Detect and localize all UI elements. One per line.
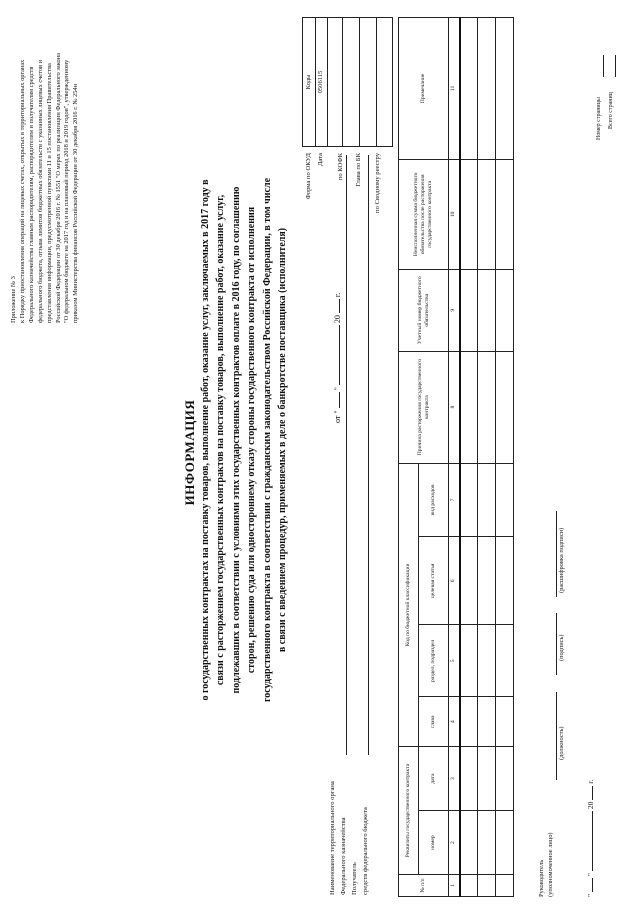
- col-requisites-header: Реквизиты государственного контракта: [399, 747, 419, 875]
- col-number-header: номер: [419, 811, 449, 875]
- kofk-code-cell: [343, 18, 360, 146]
- label-treasury: Федерального казначейства: [340, 817, 348, 895]
- subtitle-line: связи с расторжением государственных контрактов на поставку товаров, выполнение работ, оказание услуг,: [215, 194, 227, 686]
- footer-month-blank: [592, 811, 593, 871]
- annex-line: приказом Министерства финансов Российской Федерации от 30 декабря 2016 г. № 254н: [72, 83, 80, 323]
- signer-title: Руководитель: [538, 859, 545, 897]
- codes-box: [302, 17, 393, 147]
- label-budget-funds: средств федерального бюджета: [362, 807, 370, 895]
- subtitle-line: подлежавших в соответствии с условиями этих государственных контрактов оплате в 2016 году, по соглашению: [230, 186, 242, 694]
- year-blank: [339, 299, 340, 313]
- col-reason-header: Причина расторжения государственного контракта: [399, 351, 449, 463]
- colnum: 3: [449, 747, 460, 811]
- position-line: [556, 692, 557, 780]
- table-row: [460, 18, 478, 897]
- document-subtitle: [198, 45, 290, 835]
- reestr-code-cell: [377, 18, 391, 146]
- colnum: 10: [449, 159, 460, 269]
- contracts-table: [398, 17, 514, 897]
- label-glava-bk: Глава по БК: [355, 153, 362, 187]
- colnum: 8: [449, 351, 460, 463]
- col-razdel-header: раздел, подраздел: [419, 625, 449, 697]
- table-header-row: [399, 18, 419, 897]
- footer-date-g: г.: [586, 779, 595, 784]
- annex-line: Федерального казначейства главным распорядителям, распорядителям и получателям средств: [27, 66, 35, 323]
- day-blank: [339, 392, 340, 408]
- col-vid-header: вид расходов: [419, 463, 449, 537]
- col-date-header: дата: [419, 747, 449, 811]
- footer-day-blank: [592, 878, 593, 892]
- subtitle-line: о государственных контрактах на поставку товаров, выполнение работ, оказание услуг, заключаемых в 2017 году в: [200, 179, 211, 701]
- date-quote: ": [333, 387, 342, 391]
- treasury-name-line: [346, 155, 347, 755]
- annex-line: "О федеральном бюджете на 2017 год и на плановый период 2018 и 2019 годов", утвержденному: [63, 59, 71, 323]
- document-date-line: [333, 293, 342, 423]
- label-territorial-organ: Наименование территориального органа: [329, 781, 336, 895]
- colnum: 11: [449, 18, 460, 160]
- name-line: [556, 511, 557, 597]
- signature-caption: (подпись): [558, 634, 565, 661]
- footer-date-close: ": [586, 872, 595, 877]
- annex-line: Приложение № 3: [10, 276, 17, 323]
- annex-line: представления информации, предусмотренной пунктами 11 и 15 постановления Правительства: [45, 63, 53, 323]
- colnum: 7: [449, 463, 460, 537]
- label-date: Дата: [317, 153, 324, 167]
- label-svodny-reestr: по Сводному реестру: [374, 153, 381, 213]
- page-number-label: Номер страницы: [596, 97, 602, 140]
- footer-year-blank: [592, 786, 593, 800]
- date-code-cell: [328, 18, 343, 146]
- col-glava-header: глава: [419, 697, 449, 747]
- table-row: [478, 18, 496, 897]
- annex-line: Российской Федерации от 30 декабря 2016 г. № 1551 "О мерах по реализации Федерального закона: [54, 53, 62, 323]
- col-account-number-header: Учетный номер бюджетного обязательства: [399, 269, 449, 351]
- date-year-prefix: 20: [333, 315, 342, 324]
- date-ot: от ": [333, 410, 342, 423]
- label-okud: Форма по ОКУД: [305, 153, 312, 200]
- col-celevaya-header: целевая статья: [419, 537, 449, 625]
- colnum: 2: [449, 811, 460, 875]
- colnum: 1: [449, 875, 460, 897]
- recipient-name-line: [368, 155, 369, 755]
- page-number-blank: [603, 55, 604, 77]
- footer-date-line: [586, 780, 595, 897]
- footer-date-open: ": [586, 893, 595, 897]
- colnum: 4: [449, 697, 460, 747]
- page-total-label: Всего страниц: [608, 92, 614, 129]
- col-note-header: Примечание: [399, 18, 449, 160]
- annex-line: к Порядку приостановления операций на лицевых счетах, открытых в территориальных органах: [18, 59, 26, 323]
- subtitle-line: сторон, решению суда или одностороннему отказу стороны государственного контракта от исполнения: [246, 206, 258, 674]
- glava-code-cell: [360, 18, 377, 146]
- footer-date-year: 20: [586, 801, 595, 810]
- subtitle-line: государственного контракта в соответствии с гражданским законодательством Российской Федерации, в том числе: [261, 177, 273, 703]
- col-num-header: № п/п: [399, 875, 449, 897]
- signature-line: [556, 613, 557, 675]
- col-kbk-header: Код по бюджетной классификации: [399, 463, 419, 747]
- signer-subtitle: (уполномоченное лицо): [547, 832, 554, 897]
- col-unfulfilled-sum-header: Неисполненная сумма бюджетного обязательства после расторжения государственного контракта: [399, 159, 449, 269]
- okud-code: 0506115: [315, 18, 328, 146]
- position-caption: (должность): [558, 726, 565, 760]
- colnum: 9: [449, 269, 460, 351]
- document-title: ИНФОРМАЦИЯ: [182, 399, 197, 506]
- codes-header: Коды: [303, 18, 316, 146]
- column-numbers-row: [449, 18, 460, 897]
- annex-line: федерального бюджета, отзыва лимитов бюджетных обязательств с указанных лицевых счетов и: [36, 59, 44, 323]
- month-blank: [339, 325, 340, 385]
- label-kofk: по КОФК: [337, 153, 344, 181]
- annex-note: [10, 53, 81, 323]
- name-caption: (расшифровка подписи): [558, 527, 565, 593]
- page-total-blank: [615, 55, 616, 77]
- label-recipient: Получатель: [351, 862, 359, 895]
- date-year-suffix: г.: [333, 292, 342, 298]
- header-labels: [327, 781, 371, 895]
- colnum: 5: [449, 625, 460, 697]
- table-row: [496, 18, 514, 897]
- colnum: 6: [449, 537, 460, 625]
- subtitle-line: в связи с введением процедур, применяемых в деле о банкротстве поставщика (исполнителя): [277, 227, 289, 653]
